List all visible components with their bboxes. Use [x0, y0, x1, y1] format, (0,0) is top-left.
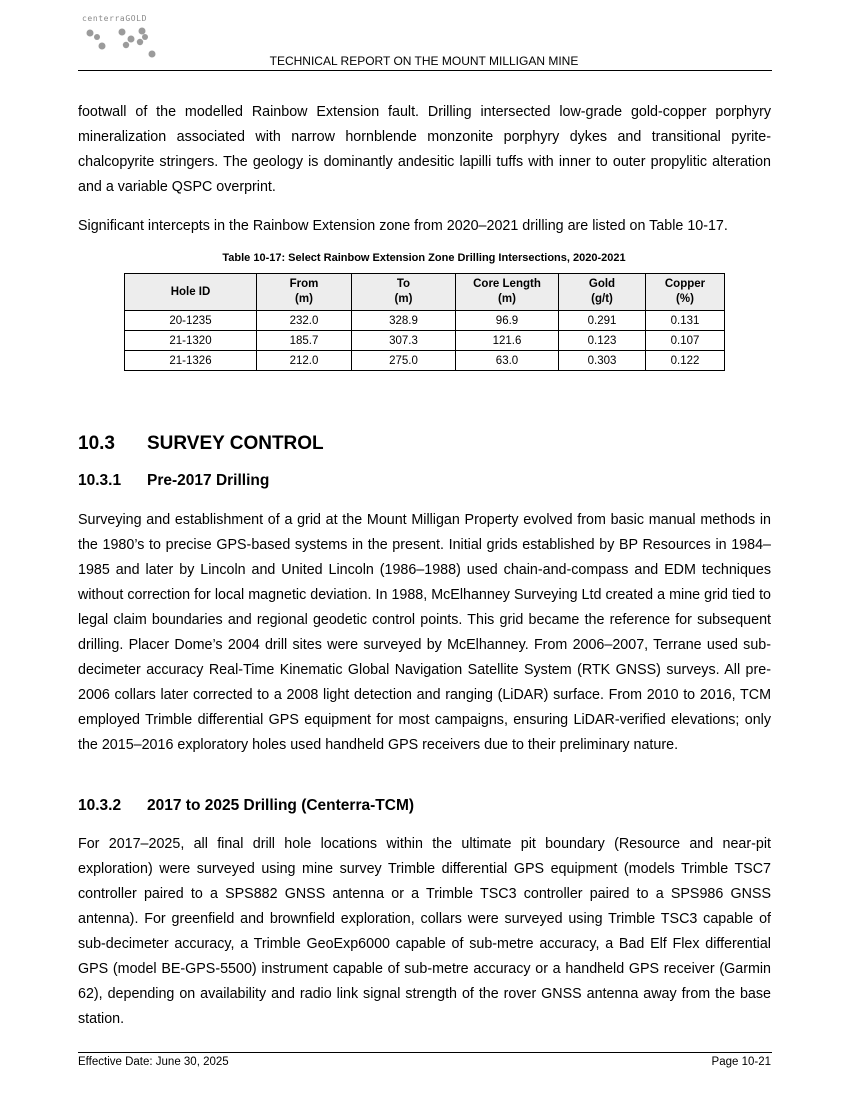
table-caption: Table 10-17: Select Rainbow Extension Zone Drilling Intersections, 2020-2021: [222, 252, 626, 264]
cell-gold: 0.123: [559, 331, 646, 351]
cell-from: 232.0: [257, 311, 352, 331]
cell-gold: 0.291: [559, 311, 646, 331]
section-number: 10.3: [78, 433, 115, 454]
cell-copper: 0.122: [646, 351, 725, 371]
cell-to: 328.9: [352, 311, 456, 331]
col-header-gold: Gold (g/t): [559, 274, 646, 311]
intro-paragraph-1: footwall of the modelled Rainbow Extension fault. Drilling intersected low-grade gold-copper porphyry mineralization associated with narrow hornblende monzonite porphyry dykes and transitional pyrite-chalcopyrite stringers. The geology is dominantly andesitic lapilli tuffs with inner to outer propylitic alteration and a variable QSPC overprint.: [78, 104, 771, 195]
footer-divider: [78, 1052, 772, 1053]
cell-core-length: 121.6: [456, 331, 559, 351]
cell-to: 307.3: [352, 331, 456, 351]
cell-hole-id: 21-1326: [125, 351, 257, 371]
section-heading: [78, 433, 324, 455]
cell-gold: 0.303: [559, 351, 646, 371]
effective-date: Effective Date: June 30, 2025: [78, 1056, 229, 1068]
cell-hole-id: 20-1235: [125, 311, 257, 331]
section-title: SURVEY CONTROL: [147, 433, 324, 454]
intro-paragraph-2: Significant intercepts in the Rainbow Extension zone from 2020–2021 drilling are listed on Table 10-17.: [78, 218, 728, 234]
subsection-title: Pre-2017 Drilling: [147, 472, 270, 489]
page-number: Page 10-21: [711, 1056, 771, 1068]
subsection-2-paragraph: For 2017–2025, all final drill hole locations within the ultimate pit boundary (Resource and near-pit exploration) were surveyed using mine survey Trimble differential GPS equipment (models Trimble TSC7 controller paired to a SPS882 GNSS antenna or a Trimble TSC3 controller paired to a SPS986 GNSS antenna). For greenfield and brownfield exploration, collars were surveyed using Trimble TSC3 capable of sub-decimeter accuracy, a Trimble GeoExp6000 capable of sub-metre accuracy, a Bad Elf Flex differential GPS (model BE-GPS-5500) instrument capable of sub-metre accuracy or a handheld GPS receiver (Garmin 62), depending on availability and radio link signal strength of the rover GNSS antenna away from the base station.: [78, 836, 771, 1027]
subsection-heading-2: [78, 797, 414, 815]
subsection-1-paragraph: Surveying and establishment of a grid at the Mount Milligan Property evolved from basic manual methods in the 1980’s to precise GPS-based systems in the present. Initial grids established by BP Resources in 1984–1985 and later by Lincoln and United Lincoln (1986–1988) used chain-and-compass and EDM techniques without correction for local magnetic deviation. In 1988, McElhanney Surveying Ltd created a mine grid tied to legal claim boundaries and regional geodetic control points. This grid became the reference for subsequent drilling. Placer Dome’s 2004 drill sites were surveyed by McElhanney. From 2006–2007, Terrane used sub-decimeter accuracy Real-Time Kinematic Global Navigation Satellite System (RTK GNSS) surveys. All pre-2006 collars later corrected to a 2008 light detection and ranging (LiDAR) surface. From 2010 to 2016, TCM employed Trimble differential GPS equipment for most campaigns, ensuring LiDAR-verified elevations; only the 2015–2016 exploratory holes used handheld GPS receivers due to their preliminary nature.: [78, 512, 771, 753]
subsection-title: 2017 to 2025 Drilling (Centerra-TCM): [147, 797, 415, 814]
cell-core-length: 63.0: [456, 351, 559, 371]
cell-copper: 0.131: [646, 311, 725, 331]
col-header-copper: Copper (%): [646, 274, 725, 311]
logo-wordmark: centerraGOLD: [82, 14, 147, 23]
subsection-number: 10.3.1: [78, 472, 122, 489]
header-divider: [78, 70, 772, 71]
intersections-table: [124, 273, 725, 371]
subsection-number: 10.3.2: [78, 797, 122, 814]
cell-from: 212.0: [257, 351, 352, 371]
subsection-heading-1: [78, 472, 269, 490]
col-header-hole-id: Hole ID: [125, 274, 257, 311]
cell-to: 275.0: [352, 351, 456, 371]
col-header-core-length: Core Length (m): [456, 274, 559, 311]
table-header-row: [125, 274, 725, 311]
table-row: [125, 331, 725, 351]
col-header-to: To (m): [352, 274, 456, 311]
table-row: [125, 351, 725, 371]
cell-hole-id: 21-1320: [125, 331, 257, 351]
table-row: [125, 311, 725, 331]
cell-from: 185.7: [257, 331, 352, 351]
cell-core-length: 96.9: [456, 311, 559, 331]
col-header-from: From (m): [257, 274, 352, 311]
cell-copper: 0.107: [646, 331, 725, 351]
report-title: TECHNICAL REPORT ON THE MOUNT MILLIGAN MINE: [269, 54, 579, 68]
